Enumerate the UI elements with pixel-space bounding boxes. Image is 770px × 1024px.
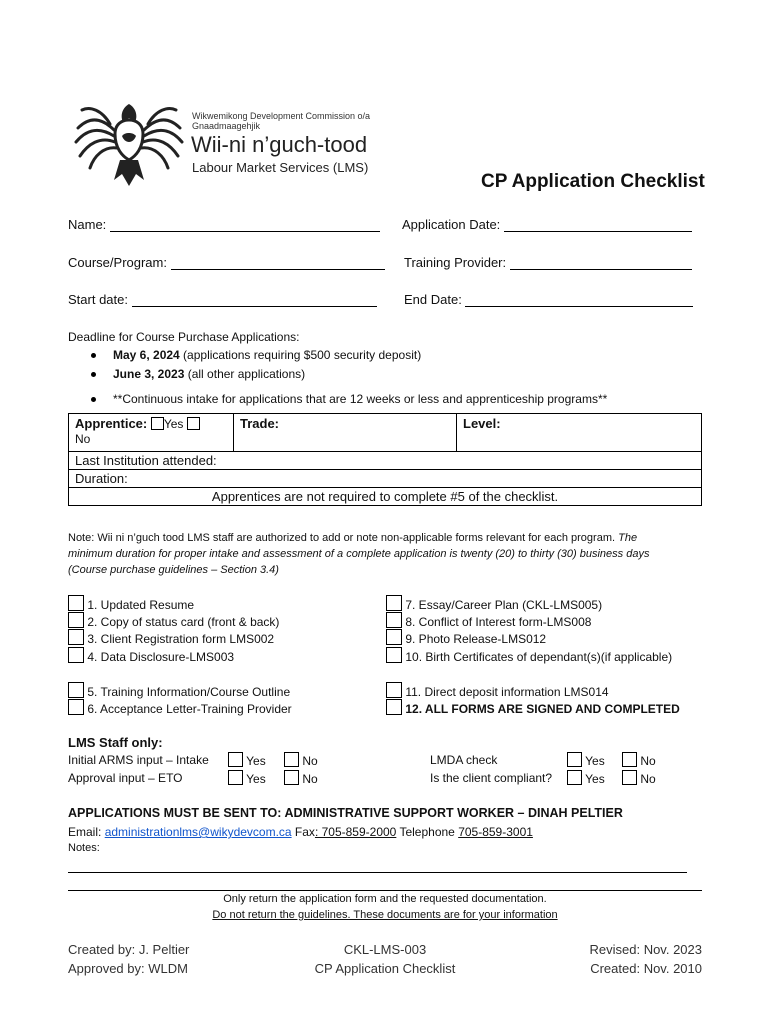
checkbox[interactable] [68, 612, 84, 628]
checkbox[interactable] [68, 699, 84, 715]
continuous-intake-note: **Continuous intake for applications that are 12 weeks or less and apprenticeship programs** [113, 392, 608, 406]
apprentice-yes-label: Yes [163, 417, 184, 431]
approval-input-label: Approval input – ETO [68, 771, 183, 785]
application-date-line[interactable] [504, 219, 692, 232]
guidelines-text: Do not return the guidelines. These documents are for your information [212, 909, 558, 921]
checkbox[interactable] [622, 770, 637, 785]
lmda-yes[interactable] [567, 752, 605, 768]
approval-no[interactable] [284, 770, 318, 786]
checklist-item[interactable] [68, 682, 290, 699]
checkbox[interactable] [228, 770, 243, 785]
apprentice-no-label: No [75, 432, 91, 446]
checkbox[interactable] [386, 629, 402, 645]
lmda-check-label: LMDA check [430, 753, 498, 767]
application-date-field[interactable] [402, 217, 692, 232]
notes-label: Notes: [68, 842, 100, 854]
telephone-label: Telephone [396, 825, 459, 839]
level-cell[interactable] [457, 414, 702, 452]
yes-label: Yes [246, 772, 266, 786]
note-italic-1: The [618, 532, 638, 544]
no-label: No [640, 754, 656, 768]
checkbox[interactable] [284, 770, 299, 785]
deadline-heading: Deadline for Course Purchase Applications: [68, 330, 300, 344]
initial-arms-label: Initial ARMS input – Intake [68, 753, 209, 767]
apprentice-table [68, 413, 702, 506]
fax-number: : 705-859-2000 [314, 825, 397, 839]
checklist-label: 4. Data Disclosure-LMS003 [87, 650, 235, 664]
form-code: CKL-LMS-003 [343, 942, 427, 957]
compliant-no[interactable] [622, 770, 656, 786]
no-label: No [302, 754, 318, 768]
deadline-item [113, 367, 305, 381]
training-provider-label: Training Provider: [404, 255, 507, 270]
checkbox[interactable] [68, 629, 84, 645]
checkbox[interactable] [386, 595, 402, 611]
checklist-label: 5. Training Information/Course Outline [87, 685, 291, 699]
checkbox[interactable] [386, 699, 402, 715]
checklist-item[interactable] [386, 647, 672, 664]
send-heading: APPLICATIONS MUST BE SENT TO: ADMINISTRATIVE SUPPORT WORKER – DINAH PELTIER [68, 806, 623, 820]
compliant-label: Is the client compliant? [430, 771, 553, 785]
level-label: Level: [463, 416, 501, 431]
checklist-item[interactable] [386, 699, 680, 716]
staff-heading: LMS Staff only: [68, 735, 163, 750]
course-program-field[interactable] [68, 255, 385, 270]
return-note: Only return the application form and the requested documentation. [223, 893, 547, 905]
course-program-line[interactable] [171, 257, 385, 270]
checklist-item[interactable] [386, 629, 546, 646]
deadline-item [113, 348, 421, 362]
approval-yes[interactable] [228, 770, 266, 786]
no-label: No [302, 772, 318, 786]
apprentice-yes-checkbox[interactable] [151, 417, 164, 430]
note-plain: Note: Wii ni n’guch tood LMS staff are authorized to add or note non-applicable forms relevant for each program. [68, 532, 616, 544]
checklist-label: 9. Photo Release-LMS012 [405, 632, 547, 646]
checkbox[interactable] [68, 647, 84, 663]
checklist-label: 12. ALL FORMS ARE SIGNED AND COMPLETED [405, 702, 680, 716]
bullet-icon [91, 372, 96, 377]
checklist-item[interactable] [68, 595, 194, 612]
fax-label: Fax [291, 825, 315, 839]
checklist-item[interactable] [386, 595, 602, 612]
org-line-1: Wikwemikong Development Commission o/a [192, 111, 371, 121]
notes-line[interactable] [68, 872, 687, 873]
email-label: Email: [68, 825, 105, 839]
email-link[interactable]: administrationlms@wikydevcom.ca [104, 825, 292, 839]
checkbox[interactable] [228, 752, 243, 767]
guidelines-note [68, 909, 702, 921]
brand-name: Wii-ni n’guch-tood [191, 132, 368, 157]
checklist-label: 10. Birth Certificates of dependant(s)(if applicable) [405, 650, 673, 664]
start-date-field[interactable] [68, 292, 377, 307]
start-date-line[interactable] [132, 294, 377, 307]
logo [70, 94, 188, 190]
bullet-icon [91, 353, 96, 358]
deadline-desc: (all other applications) [184, 367, 306, 381]
checklist-item[interactable] [386, 682, 609, 699]
last-institution-cell[interactable] [69, 452, 702, 470]
apprentice-note: Apprentices are not required to complete #5 of the checklist. [211, 489, 559, 504]
org-line-2: Gnaadmaagehjik [192, 121, 261, 131]
note-paragraph [68, 530, 708, 578]
checklist-label: 7. Essay/Career Plan (CKL-LMS005) [405, 598, 603, 612]
application-date-label: Application Date: [402, 217, 501, 232]
checklist-item[interactable] [68, 629, 274, 646]
checkbox[interactable] [567, 752, 582, 767]
revised-date: Revised: Nov. 2023 [589, 942, 702, 957]
initial-yes[interactable] [228, 752, 266, 768]
checkbox[interactable] [68, 595, 84, 611]
start-date-label: Start date: [68, 292, 128, 307]
checklist-item[interactable] [386, 612, 591, 629]
contact-line [68, 825, 533, 839]
telephone-number: 705-859-3001 [458, 825, 533, 839]
checkbox[interactable] [386, 647, 402, 663]
checklist-label: 2. Copy of status card (front & back) [87, 615, 280, 629]
checkbox[interactable] [386, 682, 402, 698]
end-date-label: End Date: [404, 292, 462, 307]
apprentice-label: Apprentice: [75, 416, 148, 431]
last-institution-label: Last Institution attended: [75, 453, 217, 468]
checkbox[interactable] [284, 752, 299, 767]
deadline-date: May 6, 2024 [113, 348, 180, 362]
training-provider-line[interactable] [510, 257, 692, 270]
name-field[interactable] [68, 217, 380, 232]
apprentice-note-cell [69, 488, 702, 506]
trade-label: Trade: [240, 416, 280, 431]
checklist-item[interactable] [68, 647, 234, 664]
initial-no[interactable] [284, 752, 318, 768]
form-title: CP Application Checklist [314, 961, 456, 976]
checkbox[interactable] [386, 612, 402, 628]
checkbox[interactable] [68, 682, 84, 698]
note-italic-3: (Course purchase guidelines – Section 3.4) [68, 564, 279, 576]
duration-cell[interactable] [69, 470, 702, 488]
trade-cell[interactable] [234, 414, 457, 452]
yes-label: Yes [585, 772, 605, 786]
end-date-line[interactable] [465, 294, 693, 307]
created-by: Created by: J. Peltier [68, 942, 190, 957]
checkbox[interactable] [567, 770, 582, 785]
no-label: No [640, 772, 656, 786]
checklist-item[interactable] [68, 612, 279, 629]
yes-label: Yes [585, 754, 605, 768]
name-line[interactable] [110, 219, 380, 232]
note-italic-2: minimum duration for proper intake and assessment of a complete application is twenty (20) to thirty (30) business days [68, 548, 650, 560]
training-provider-field[interactable] [404, 255, 692, 270]
checklist-label: 1. Updated Resume [87, 598, 195, 612]
lmda-no[interactable] [622, 752, 656, 768]
course-program-label: Course/Program: [68, 255, 167, 270]
notes-line[interactable] [68, 890, 702, 891]
checklist-label: 11. Direct deposit information LMS014 [405, 685, 609, 699]
checklist-label: 3. Client Registration form LMS002 [87, 632, 275, 646]
checklist-label: 6. Acceptance Letter-Training Provider [87, 702, 292, 716]
apprentice-cell [69, 414, 234, 452]
approved-by: Approved by: WLDM [68, 961, 188, 976]
compliant-yes[interactable] [567, 770, 605, 786]
duration-label: Duration: [75, 471, 128, 486]
deadline-date: June 3, 2023 [113, 367, 185, 381]
checklist-label: 8. Conflict of Interest form-LMS008 [405, 615, 592, 629]
apprentice-no-checkbox[interactable] [187, 417, 200, 430]
checkbox[interactable] [622, 752, 637, 767]
bullet-icon [91, 397, 96, 402]
yes-label: Yes [246, 754, 266, 768]
deadline-desc: (applications requiring $500 security deposit) [179, 348, 422, 362]
end-date-field[interactable] [404, 292, 693, 307]
page-title: CP Application Checklist [481, 171, 705, 192]
name-label: Name: [68, 217, 107, 232]
brand-subtitle: Labour Market Services (LMS) [192, 160, 369, 175]
checklist-item[interactable] [68, 699, 292, 716]
created-date: Created: Nov. 2010 [590, 961, 702, 976]
